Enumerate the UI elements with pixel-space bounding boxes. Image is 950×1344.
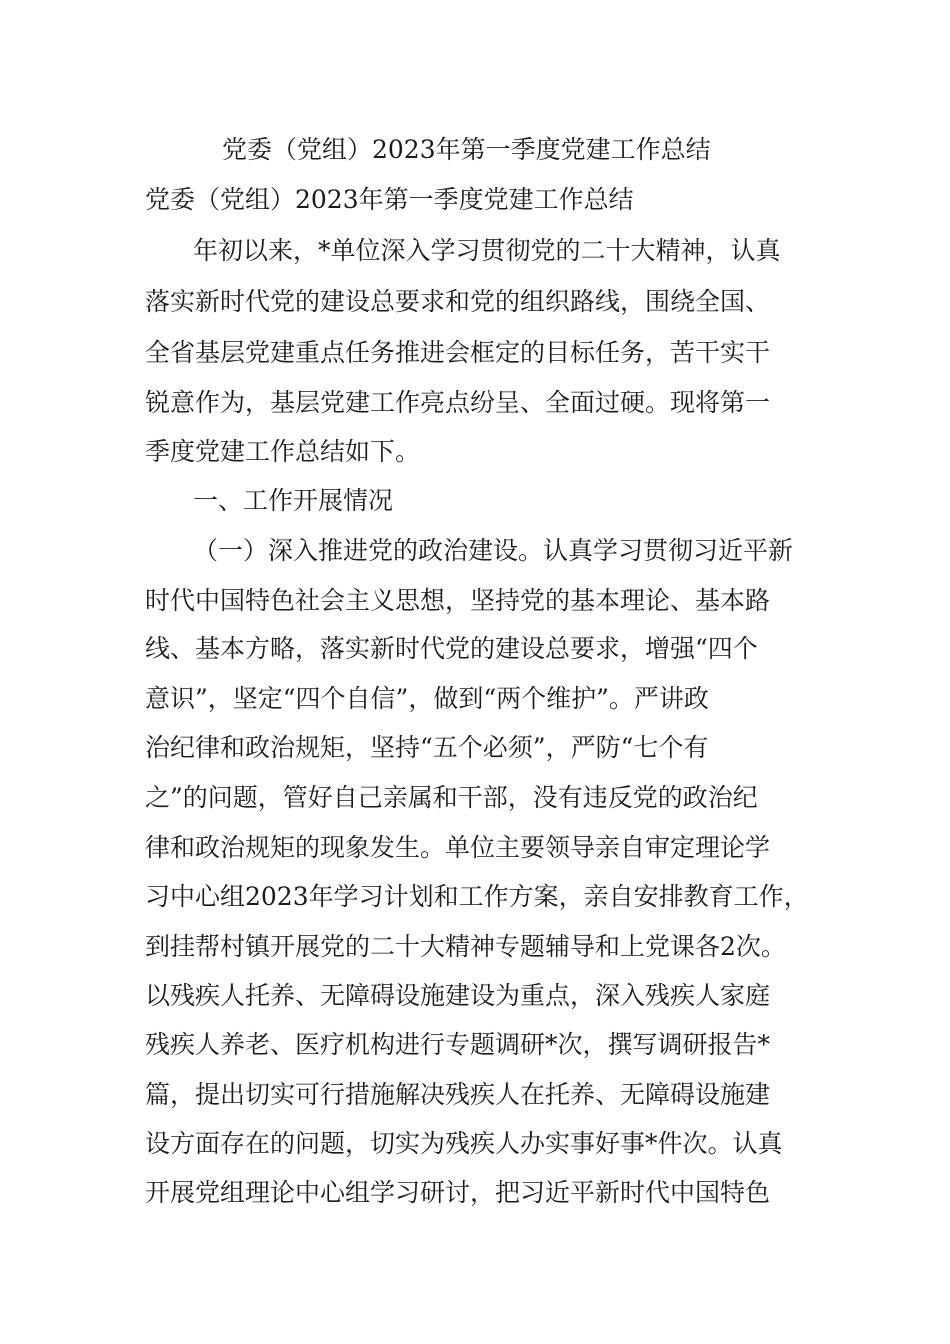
paragraph-line: 以残疾人托养、无障碍设施建设为重点，深入残疾人家庭 xyxy=(145,981,771,1010)
paragraph-line: 习中心组2023年学习计划和工作方案，亲自安排教育工作， xyxy=(145,882,809,911)
document-title: 党委（党组）2023年第一季度党建工作总结 xyxy=(222,135,711,164)
paragraph-line: （一）深入推进党的政治建设。认真学习贯彻习近平新 xyxy=(193,536,794,565)
paragraph-line: 落实新时代党的建设总要求和党的组织路线，围绕全国、 xyxy=(145,287,771,316)
paragraph-line: 设方面存在的问题，切实为残疾人办实事好事*件次。认真 xyxy=(145,1129,783,1158)
section-heading: 一、工作开展情况 xyxy=(193,486,394,515)
paragraph-line: 锐意作为，基层党建工作亮点纷呈、全面过硬。现将第一 xyxy=(145,388,771,417)
paragraph-line: 残疾人养老、医疗机构进行专题调研*次，撰写调研报告* xyxy=(145,1030,771,1059)
paragraph-line: 时代中国特色社会主义思想，坚持党的基本理论、基本路 xyxy=(145,586,771,615)
paragraph-line: 全省基层党建重点任务推进会框定的目标任务，苦干实干 xyxy=(145,338,771,367)
paragraph-line: 之”的问题，管好自己亲属和干部，没有违反党的政治纪 xyxy=(145,783,758,812)
paragraph-line: 意识”，坚定“四个自信”，做到“两个维护”。严讲政 xyxy=(145,684,709,713)
paragraph-line: 律和政治规矩的现象发生。单位主要领导亲自审定理论学 xyxy=(145,833,771,862)
paragraph-line: 到挂帮村镇开展党的二十大精神专题辅导和上党课各2次。 xyxy=(145,932,786,961)
paragraph-line: 篇，提出切实可行措施解决残疾人在托养、无障碍设施建 xyxy=(145,1080,771,1109)
paragraph-line: 开展党组理论中心组学习研讨，把习近平新时代中国特色 xyxy=(145,1178,771,1207)
paragraph-line: 年初以来，*单位深入学习贯彻党的二十大精神，认真 xyxy=(193,236,781,265)
paragraph-line: 季度党建工作总结如下。 xyxy=(145,437,421,466)
document-subtitle: 党委（党组）2023年第一季度党建工作总结 xyxy=(145,185,634,214)
paragraph-line: 线、基本方略，落实新时代党的建设总要求，增强“四个 xyxy=(145,634,758,663)
paragraph-line: 治纪律和政治规矩，坚持“五个必须”，严防“七个有 xyxy=(145,733,709,762)
